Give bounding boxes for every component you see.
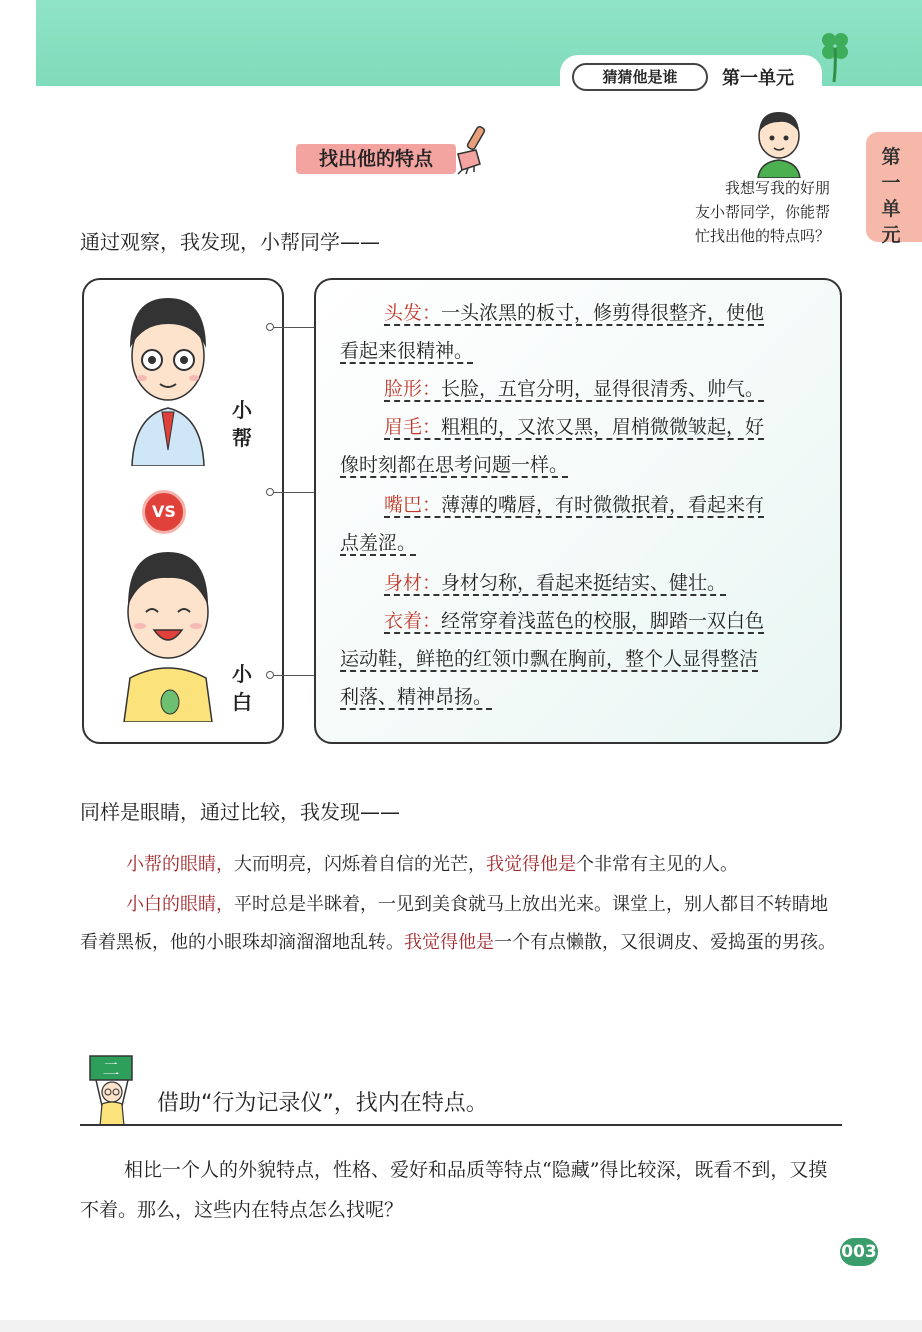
vs-badge: VS [142, 490, 186, 534]
speech-line: 我想写我的好朋 [724, 179, 830, 197]
speech-line: 友小帮同学，你能帮 [694, 203, 830, 221]
feature-text: 薄薄的嘴唇，有时微微抿着，看起来有 [441, 494, 765, 516]
brush-icon [450, 124, 494, 176]
body-text: 个非常有主见的人。 [576, 854, 738, 875]
unit-label: 第一单元 [722, 68, 794, 89]
comparison-paragraph-1 [80, 846, 842, 884]
feature-text: 运动鞋，鲜艳的红领巾飘在胸前，整个人显得整洁 [340, 648, 759, 670]
feature-hair [340, 294, 826, 370]
connector-dot [266, 671, 274, 679]
observation-intro: 通过观察，我发现，小帮同学—— [80, 230, 380, 254]
comparison-paragraph-2 [80, 886, 842, 962]
speech-bubble [634, 176, 830, 248]
highlight-text: 我觉得他是 [404, 932, 494, 953]
body-text: 一个有点懒散，又很调皮、爱捣蛋的男孩。 [494, 932, 836, 953]
feature-mouth [340, 486, 826, 562]
side-tab-label: 第一单元 [881, 146, 901, 246]
feature-eyebrows [340, 408, 826, 484]
section-number: 二 [102, 1060, 120, 1080]
feature-label: 脸形： [384, 378, 442, 400]
connector-dot [266, 323, 274, 331]
highlight-text: 小帮的眼睛， [126, 854, 234, 875]
unit-side-tab [866, 132, 922, 246]
kid-name-xiaobai: 小白 [232, 662, 252, 714]
page-number: 003 [840, 1238, 878, 1266]
feature-text: 看起来很精神。 [340, 340, 474, 362]
kid-holding-sign-icon [88, 1054, 140, 1126]
feature-build [340, 564, 826, 602]
section-2-title: 借助“行为记录仪”，找内在特点。 [157, 1091, 488, 1116]
highlight-text: 我觉得他是 [486, 854, 576, 875]
section-title: 找出他的特点 [296, 144, 456, 174]
body-text: 平时总是半眯着，一见到美食就马上放出光来。课堂上，别人都目不转睛地看着黑板，他的小眼珠却滴溜溜地乱转。 [80, 894, 828, 953]
comparison-intro: 同样是眼睛，通过比较，我发现—— [80, 800, 400, 824]
footer-band [0, 1320, 922, 1332]
feature-label: 眉毛： [384, 416, 442, 438]
feature-text: 像时刻都在思考问题一样。 [340, 454, 569, 476]
feature-text: 粗粗的，又浓又黑，眉梢微微皱起，好 [441, 416, 765, 438]
body-text: 大而明亮，闪烁着自信的光芒， [234, 854, 486, 875]
feature-label: 身材： [384, 572, 442, 594]
feature-text: 经常穿着浅蓝色的校服，脚踏一双白色 [441, 610, 765, 632]
feature-text: 身材匀称，看起来挺结实、健壮。 [441, 572, 727, 594]
highlight-text: 小白的眼睛， [126, 894, 234, 915]
section-2-paragraph: 相比一个人的外貌特点，性格、爱好和品质等特点“隐藏”得比较深，既看不到，又摸不着。那么，这些内在特点怎么找呢？ [80, 1159, 828, 1221]
feature-label: 嘴巴： [384, 494, 442, 516]
lesson-title: 猜猜他是谁 [572, 63, 708, 91]
boy-avatar-icon [746, 106, 812, 178]
clover-icon [818, 28, 852, 82]
feature-label: 头发： [384, 302, 442, 324]
section-title-wrap [296, 140, 496, 182]
feature-face [340, 370, 826, 408]
divider [80, 1124, 842, 1126]
feature-text: 利落、精神昂扬。 [340, 686, 493, 708]
feature-clothing [340, 602, 826, 716]
speech-line: 忙找出他的特点吗？ [694, 227, 830, 245]
kid-name-xiaobang: 小帮 [232, 398, 252, 450]
feature-text: 长脸，五官分明，显得很清秀、帅气。 [441, 378, 765, 400]
connector-dot [266, 488, 274, 496]
feature-text: 点羞涩。 [340, 532, 417, 554]
xiaobai-illustration [116, 546, 220, 722]
feature-text: 一头浓黑的板寸，修剪得很整齐，使他 [441, 302, 765, 324]
xiaobang-illustration [112, 290, 224, 466]
feature-label: 衣着： [384, 610, 442, 632]
